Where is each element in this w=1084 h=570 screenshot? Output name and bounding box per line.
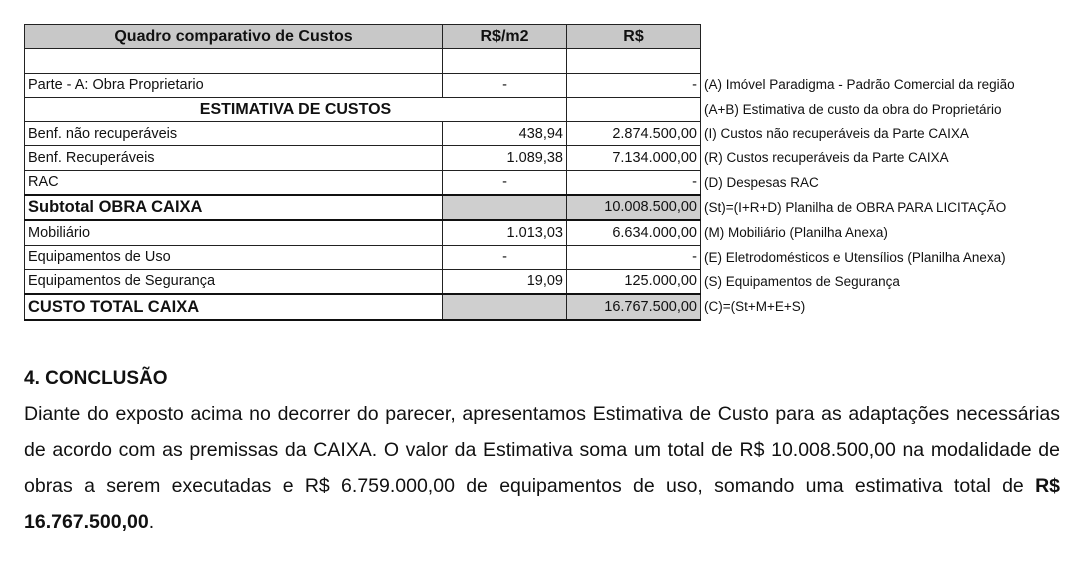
row-note: (I) Custos não recuperáveis da Parte CAIXA bbox=[704, 126, 969, 142]
row-rs: - bbox=[567, 73, 701, 97]
conclusion-text-end: . bbox=[148, 511, 155, 533]
row-rs-m2: - bbox=[443, 170, 567, 195]
table-header-row bbox=[25, 25, 1019, 49]
row-note: (S) Equipamentos de Segurança bbox=[704, 274, 900, 290]
row-note: (E) Eletrodomésticos e Utensílios (Planilha Anexa) bbox=[704, 249, 1006, 265]
row-rs-m2: 19,09 bbox=[443, 269, 567, 294]
row-label: Benf. não recuperáveis bbox=[25, 122, 443, 146]
row-rs-m2: - bbox=[443, 245, 567, 269]
row-label: Parte - A: Obra Proprietario bbox=[25, 73, 443, 97]
section-title: ESTIMATIVA DE CUSTOS bbox=[25, 97, 567, 121]
row-rs: 2.874.500,00 bbox=[567, 122, 701, 146]
table-row bbox=[25, 73, 1019, 97]
total-row bbox=[25, 294, 1019, 319]
row-label: Mobiliário bbox=[25, 220, 443, 245]
row-note: (R) Custos recuperáveis da Parte CAIXA bbox=[704, 150, 949, 166]
row-rs-m2 bbox=[443, 195, 567, 220]
row-rs: 6.634.000,00 bbox=[567, 220, 701, 245]
row-rs: 16.767.500,00 bbox=[567, 294, 701, 319]
row-rs-m2: 438,94 bbox=[443, 122, 567, 146]
row-rs-m2: - bbox=[443, 73, 567, 97]
conclusion-total-value: R$ 16.767.500,00 bbox=[24, 475, 1060, 533]
row-note: (C)=(St+M+E+S) bbox=[704, 299, 806, 315]
row-note: (A) Imóvel Paradigma - Padrão Comercial da região bbox=[704, 77, 1015, 93]
conclusion-text: Diante do exposto acima no decorrer do parecer, apresentamos Estimativa de Custo para as adaptações necessárias de acordo com as premissas da CAIXA. O valor da Estimativa soma um total de R$ 10.008.500,00 na modalidade de obras a serem executadas e R$ 6.759.000,00 de equipamentos de uso, somando uma estimativa total de bbox=[24, 403, 1060, 497]
row-label: Subtotal OBRA CAIXA bbox=[25, 195, 443, 220]
row-rs: - bbox=[567, 245, 701, 269]
table-row bbox=[25, 245, 1019, 269]
conclusion-section bbox=[24, 368, 1060, 540]
row-note: (A+B) Estimativa de custo da obra do Proprietário bbox=[704, 101, 1002, 117]
section-row bbox=[25, 97, 1019, 121]
subtotal-row bbox=[25, 195, 1019, 220]
row-note: (St)=(I+R+D) Planilha de OBRA PARA LICITAÇÃO bbox=[704, 199, 1007, 215]
row-rs: - bbox=[567, 170, 701, 195]
row-label: CUSTO TOTAL CAIXA bbox=[25, 294, 443, 319]
row-note: (D) Despesas RAC bbox=[704, 174, 819, 190]
row-note: (M) Mobiliário (Planilha Anexa) bbox=[704, 225, 888, 241]
table-row bbox=[25, 269, 1019, 294]
table-row bbox=[25, 146, 1019, 170]
conclusion-paragraph bbox=[24, 396, 1060, 540]
row-rs-m2: 1.089,38 bbox=[443, 146, 567, 170]
row-label: RAC bbox=[25, 170, 443, 195]
row-rs-m2: 1.013,03 bbox=[443, 220, 567, 245]
table-row bbox=[25, 122, 1019, 146]
row-label: Equipamentos de Segurança bbox=[25, 269, 443, 294]
row-rs: 7.134.000,00 bbox=[567, 146, 701, 170]
cost-comparison-table bbox=[24, 24, 1019, 321]
conclusion-title: 4. CONCLUSÃO bbox=[24, 368, 168, 389]
column-header-rs: R$ bbox=[567, 25, 701, 49]
column-header-rs-m2: R$/m2 bbox=[443, 25, 567, 49]
row-rs: 10.008.500,00 bbox=[567, 195, 701, 220]
table-row bbox=[25, 170, 1019, 195]
row-label: Equipamentos de Uso bbox=[25, 245, 443, 269]
table-title: Quadro comparativo de Custos bbox=[25, 25, 443, 49]
row-label: Benf. Recuperáveis bbox=[25, 146, 443, 170]
table-row bbox=[25, 220, 1019, 245]
row-rs-m2 bbox=[443, 294, 567, 319]
blank-row bbox=[25, 49, 1019, 73]
row-rs: 125.000,00 bbox=[567, 269, 701, 294]
